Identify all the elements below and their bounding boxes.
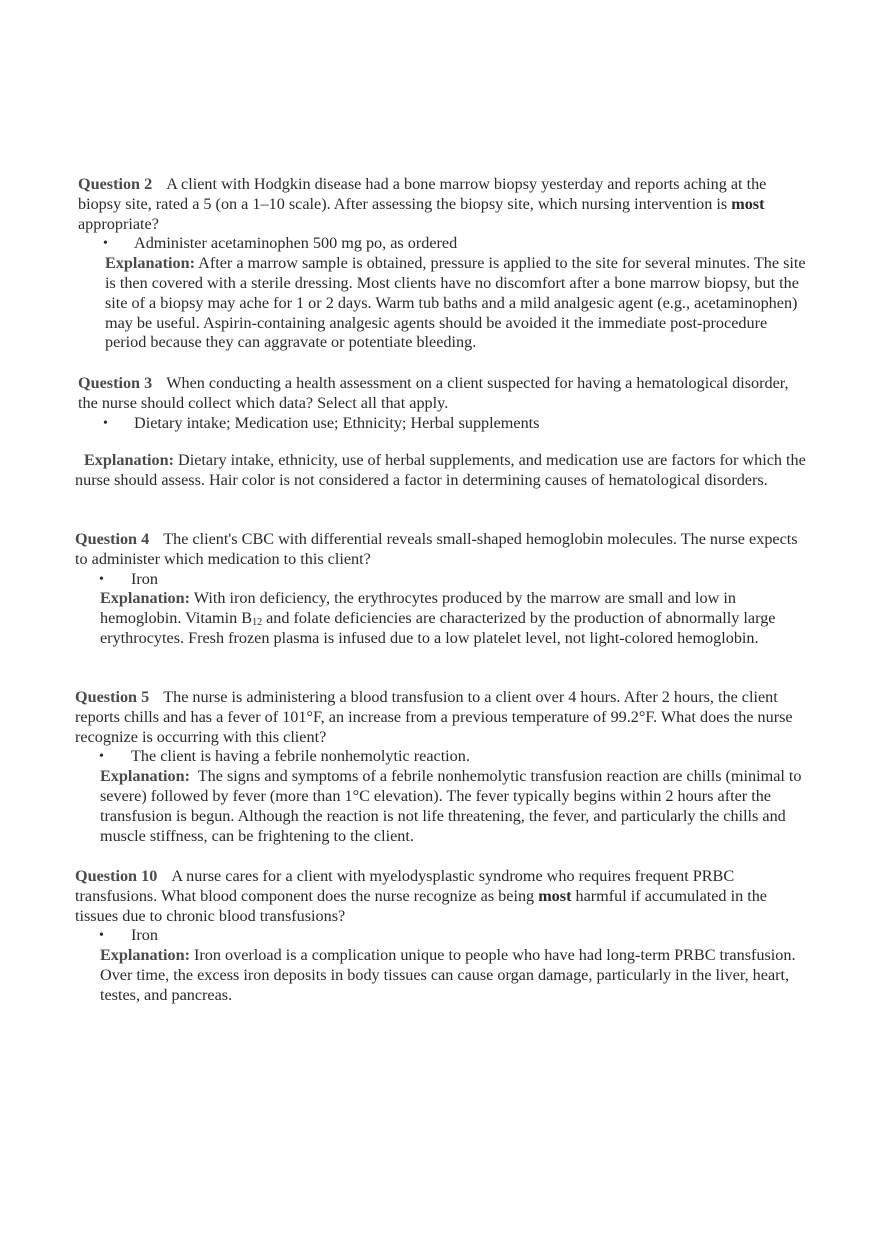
answer-row: [78, 414, 808, 434]
bullet-icon: •: [103, 236, 108, 252]
explanation: [75, 451, 810, 491]
explanation-label: Explanation:: [105, 254, 195, 273]
explanation: [100, 767, 810, 846]
question-5-prompt: [75, 688, 810, 747]
explanation-label: Explanation:: [100, 589, 190, 608]
question-label: Question 4: [75, 530, 150, 548]
question-10-prompt: [75, 867, 810, 926]
explanation-label: Explanation:: [84, 451, 174, 469]
question-text: A nurse cares for a client with myelodysplastic syndrome who requires frequent PRBC transfusions. What blood component does the nurse recognize as being: [75, 867, 735, 905]
question-label: Question 3: [78, 374, 153, 392]
answer-text: Administer acetaminophen 500 mg po, as ordered: [134, 234, 458, 253]
question-4-prompt: [75, 530, 810, 570]
answer-row: [75, 570, 810, 590]
explanation-text: After a marrow sample is obtained, pressure is applied to the site for several minutes. The site is then covered with a sterile dressing. Most clients have no discomfort after a bone marrow biopsy, but the site of a biopsy may ache for 1 or 2 days. Warm tub baths and a mild analgesic agent (e.g., acetaminophen) may be useful. Aspirin-containing analgesic agents should be avoided it the immediate post-procedure period because they can aggravate or potentiate bleeding.: [105, 254, 806, 352]
answer-text: Iron: [131, 926, 158, 945]
question-2-block: [78, 175, 808, 353]
question-3-block: [78, 374, 808, 433]
question-3-prompt: [78, 374, 808, 414]
explanation: [105, 254, 808, 353]
emphasis-text: most: [731, 194, 765, 213]
question-text: The client's CBC with differential reveals small-shaped hemoglobin molecules. The nurse expects to administer which medication to this client?: [75, 530, 798, 568]
question-10-block: [75, 867, 810, 1006]
question-text-end: appropriate?: [78, 214, 159, 233]
explanation-text: With iron deficiency, the erythrocytes produced by the marrow are small and low in hemoglobin. Vitamin B: [100, 589, 736, 628]
question-4-block: [75, 530, 810, 649]
question-label: Question 2: [78, 175, 153, 193]
question-label: Question 10: [75, 867, 158, 885]
explanation: [100, 589, 810, 648]
explanation: [100, 946, 810, 1005]
explanation-text: Dietary intake, ethnicity, use of herbal supplements, and medication use are factors for which the nurse should assess. Hair color is not considered a factor in determining causes of hematological disorders.: [75, 451, 806, 489]
answer-text: The client is having a febrile nonhemolytic reaction.: [131, 747, 470, 766]
answer-text: Dietary intake; Medication use; Ethnicity; Herbal supplements: [134, 413, 540, 432]
explanation-text: The signs and symptoms of a febrile nonhemolytic transfusion reaction are chills (minimal to severe) followed by fever (more than 1°C elevation). The fever typically begins within 2 hours after the transfusion is begun. Although the reaction is not life threatening, the fever, and particularly the chills and muscle stiffness, can be frightening to the client.: [100, 767, 802, 845]
question-text: A client with Hodgkin disease had a bone marrow biopsy yesterday and reports aching at the biopsy site, rated a 5 (on a 1–10 scale). After assessing the biopsy site, which nursing intervention is: [78, 175, 767, 213]
bullet-icon: •: [99, 571, 104, 587]
explanation-label: Explanation:: [100, 767, 190, 786]
answer-row: [75, 926, 810, 946]
answer-row: [78, 234, 808, 254]
question-5-block: [75, 688, 810, 846]
explanation-text-end: and folate deficiencies are characterized by the production of abnormally large erythrocytes. Fresh frozen plasma is infused due to a low platelet level, not light-colored hemoglobin.: [100, 609, 776, 647]
question-3-explanation: [75, 451, 810, 491]
question-2-prompt: [78, 175, 808, 234]
question-text: The nurse is administering a blood transfusion to a client over 4 hours. After 2 hours, the client reports chills and has a fever of 101°F, an increase from a previous temperature of 99.2°F. What does the nurse recognize is occurring with this client?: [75, 688, 793, 746]
bullet-icon: •: [103, 415, 108, 431]
emphasis-text: most: [538, 886, 572, 905]
question-text: When conducting a health assessment on a client suspected for having a hematological disorder, the nurse should collect which data? Select all that apply.: [78, 374, 789, 412]
subscript-12: 12: [252, 617, 263, 629]
explanation-label: Explanation:: [100, 946, 190, 965]
answer-text: Iron: [131, 569, 158, 588]
question-text-end: harmful if accumulated in the tissues due to chronic blood transfusions?: [75, 886, 767, 925]
bullet-icon: •: [99, 928, 104, 944]
bullet-icon: •: [99, 749, 104, 765]
answer-row: [75, 747, 810, 767]
question-label: Question 5: [75, 688, 150, 706]
explanation-text: Iron overload is a complication unique to people who have had long-term PRBC transfusion. Over time, the excess iron deposits in body tissues can cause organ damage, particularly in the liver, heart, testes, and pancreas.: [100, 946, 796, 1004]
